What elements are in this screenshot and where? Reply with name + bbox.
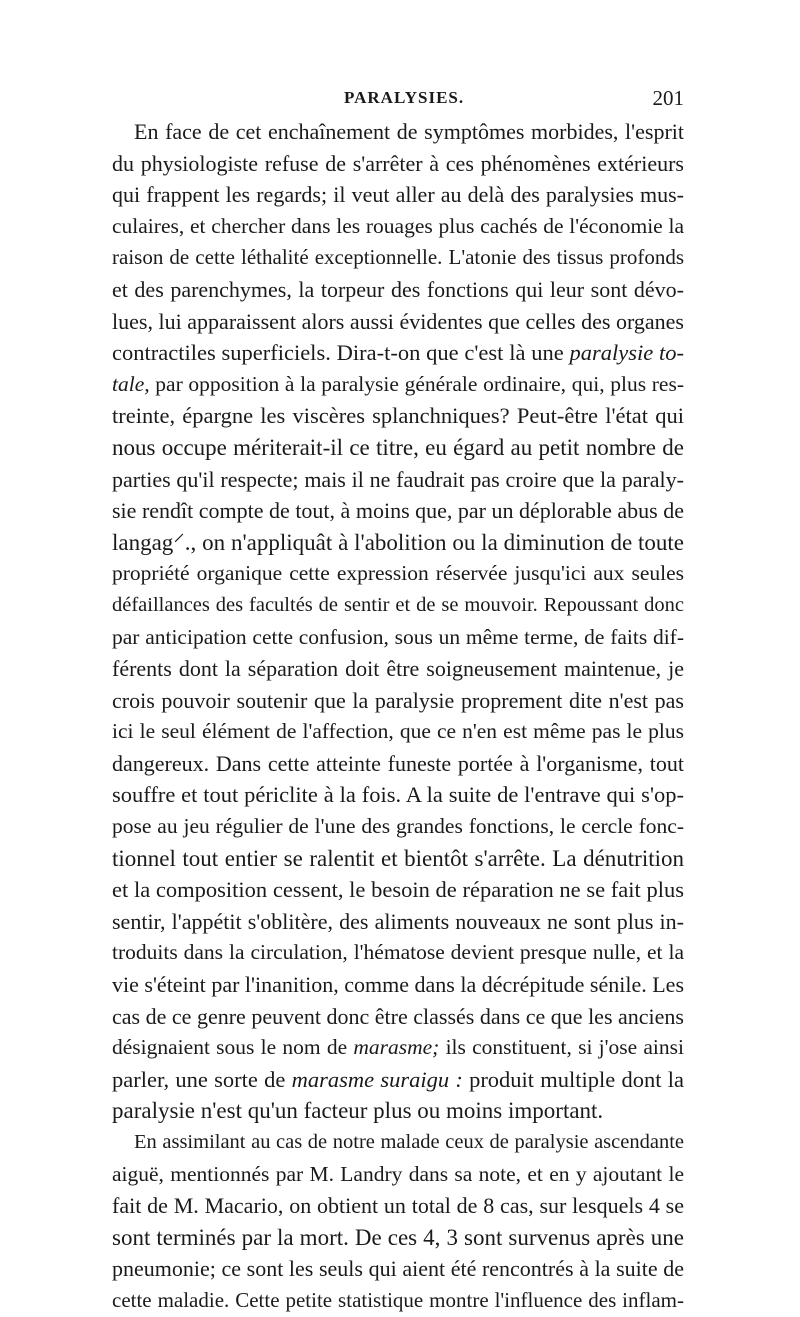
text-line: nous occupe mériterait-il ce titre, eu égard au petit nombre de (112, 434, 684, 460)
body-text (112, 116, 684, 1317)
italic-term: marasme suraigu : (291, 1066, 463, 1092)
text-line: langag⸍., on n'appliquât à l'abolition ou la diminution de toute (112, 529, 684, 555)
text-line: parties qu'il respecte; mais il ne faudrait pas croire que la paraly- (112, 466, 684, 492)
italic-term: tale, (112, 371, 150, 396)
text-line: sont terminés par la mort. De ces 4, 3 sont survenus après une (112, 1224, 684, 1250)
text-line: En face de cet enchaînement de symptômes morbides, l'esprit (134, 119, 684, 144)
text-line: désignaient sous le nom de marasme; ils constituent, si j'ose ainsi (112, 1035, 684, 1060)
text-line: pose au jeu régulier de l'une des grandes fonctions, le cercle fonc- (112, 814, 684, 839)
text-line: qui frappent les regards; il veut aller au delà des paralysies mus- (112, 182, 684, 208)
text-line: treinte, épargne les viscères splanchniques? Peut-être l'état qui (112, 403, 684, 429)
text-line: ici le seul élément de l'affection, que ce n'en est même pas le plus (112, 719, 684, 744)
text-line: tionnel tout entier se ralentit et bientôt s'arrête. La dénutrition (112, 845, 684, 871)
text-line: contractiles superficiels. Dira-t-on que c'est là une paralysie to- (112, 340, 684, 366)
text-line: tale, par opposition à la paralysie générale ordinaire, qui, plus res- (112, 371, 684, 396)
text-line: férents dont la séparation doit être soigneusement maintenue, je (112, 656, 684, 682)
text-line: parler, une sorte de marasme suraigu : produit multiple dont la (112, 1066, 684, 1092)
paragraph-2 (112, 1127, 684, 1317)
text-line: sie rendît compte de tout, à moins que, par un déplorable abus de (112, 498, 684, 524)
italic-term: marasme; (353, 1035, 440, 1060)
running-head (112, 88, 684, 114)
text-line: pneumonie; ce sont les seuls qui aient été rencontrés à la suite de (112, 1256, 684, 1282)
text-line: et des parenchymes, la torpeur des fonctions qui leur sont dévo- (112, 276, 684, 302)
text-line: troduits dans la circulation, l'hématose devient presque nulle, et la (112, 940, 684, 965)
text-line: du physiologiste refuse de s'arrêter à ces phénomènes extérieurs (112, 150, 684, 176)
page-number: 201 (652, 86, 684, 110)
text-line: défaillances des facultés de sentir et de se mouvoir. Repoussant donc (112, 593, 684, 616)
text-line: En assimilant au cas de notre malade ceux de paralysie ascendante (134, 1131, 684, 1153)
text-line: et la composition cessent, le besoin de réparation ne se fait plus (112, 877, 684, 903)
text-line: cette maladie. Cette petite statistique montre l'influence des inflam- (112, 1287, 684, 1312)
text-line: culaires, et chercher dans les rouages plus cachés de l'économie la (112, 213, 684, 238)
text-line: fait de M. Macario, on obtient un total de 8 cas, sur lesquels 4 se (112, 1193, 684, 1219)
text-line: aiguë, mentionnés par M. Landry dans sa note, et en y ajoutant le (112, 1161, 684, 1186)
italic-term: paralysie to- (569, 340, 684, 366)
text-line: cas de ce genre peuvent donc être classés dans ce que les anciens (112, 1003, 684, 1029)
running-title: PARALYSIES. (344, 88, 465, 107)
text-line: dangereux. Dans cette atteinte funeste portée à l'organisme, tout (112, 750, 684, 776)
text-line: par anticipation cette confusion, sous un même terme, de faits dif- (112, 624, 684, 649)
text-line: paralysie n'est qu'un facteur plus ou moins important. (112, 1098, 604, 1124)
text-line: lues, lui apparaissent alors aussi évidentes que celles des organes (112, 308, 684, 334)
text-line: sentir, l'appétit s'oblitère, des aliments nouveaux ne sont plus in- (112, 908, 684, 934)
text-line: propriété organique cette expression réservée jusqu'ici aux seules (112, 561, 684, 586)
paragraph-1 (112, 116, 684, 1127)
text-line: vie s'éteint par l'inanition, comme dans la décrépitude sénile. Les (112, 972, 684, 998)
text-line: crois pouvoir soutenir que la paralysie proprement dite n'est pas (112, 687, 684, 713)
text-line: raison de cette léthalité exceptionnelle. L'atonie des tissus profonds (112, 245, 684, 270)
text-line: souffre et tout périclite à la fois. A la suite de l'entrave qui s'op- (112, 782, 684, 808)
